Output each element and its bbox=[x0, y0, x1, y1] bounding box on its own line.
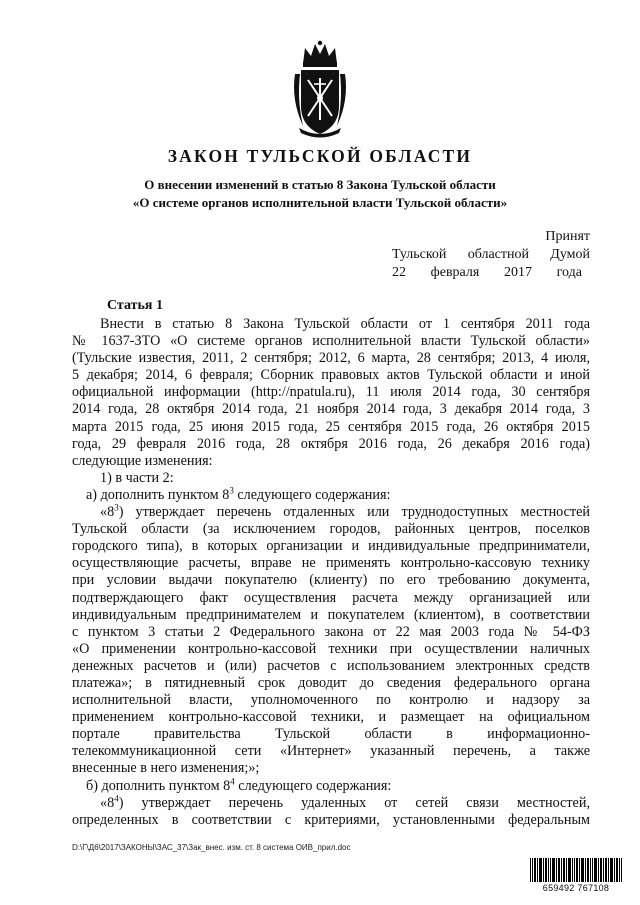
text-line: 5 декабря; 2014, 6 февраля; Сборник правовых актов Тульской области и иной bbox=[72, 367, 590, 384]
adoption-date-part: года bbox=[556, 265, 582, 280]
text-line: определенных в соответствии с критериями, установленными федеральным bbox=[72, 811, 590, 828]
adopted-label: Принят bbox=[545, 229, 590, 244]
text-line: телекоммуникационной сети «Интернет» указанный перечень, а также bbox=[72, 743, 590, 760]
text-fragment: следующего содержания: bbox=[233, 486, 391, 503]
adoption-date-part: февраля bbox=[430, 265, 480, 280]
text-line: марта 2015 года, 25 июня 2015 года, 25 сентября 2015 года, 26 октября 2015 bbox=[72, 418, 590, 435]
text-line: при условии выдачи покупателю (клиенту) по его требованию документа, bbox=[72, 572, 590, 589]
text-fragment: «8 bbox=[100, 794, 115, 811]
file-path-footer: D:\Г\Д6\2017\ЗАКОНЫ\ЗАС_37\Зак_внес. изм. ст. 8 система ОИВ_прил.doc bbox=[72, 843, 351, 852]
adopted-by-word: Думой bbox=[550, 247, 590, 262]
text-line: применением контрольно-кассовой техники, и размещает на официальном bbox=[72, 709, 590, 726]
subtitle-line: О внесении изменений в статью 8 Закона Тульской области bbox=[144, 177, 496, 192]
text-line bbox=[72, 504, 590, 521]
article-body bbox=[72, 316, 590, 829]
document-subtitle bbox=[60, 176, 580, 212]
text-line: внесенные в него изменения;»; bbox=[72, 760, 260, 777]
text-line: платежа»; в пятидневный срок доводит до сведения федерального органа bbox=[72, 674, 590, 691]
list-item bbox=[72, 778, 590, 795]
barcode-number: 659492 767108 bbox=[542, 883, 610, 893]
adoption-block bbox=[392, 228, 590, 282]
text-line: следующие изменения: bbox=[72, 452, 213, 469]
text-fragment: «8 bbox=[100, 504, 115, 521]
text-line: 2014 года, 28 октября 2014 года, 21 ноября 2014 года, 3 декабря 2014 года, 3 bbox=[72, 401, 590, 418]
text-line: городского типа), в которых организации и индивидуальные предприниматели, bbox=[72, 538, 590, 555]
text-line: портале правительства Тульской области в информационно- bbox=[72, 726, 590, 743]
text-fragment: следующего содержания: bbox=[234, 777, 392, 794]
subtitle-line: «О системе органов исполнительной власти Тульской области» bbox=[132, 195, 508, 210]
text-line: официальной информации (http://npatula.ru), 11 июля 2014 года, 30 сентября bbox=[72, 384, 590, 401]
text-line: Тульской области (за исключением городов, районных центров, поселков bbox=[72, 521, 590, 538]
text-fragment: ) утверждает перечень отдаленных или труднодоступных местностей bbox=[118, 504, 590, 521]
adoption-date-part: 22 bbox=[392, 265, 406, 280]
text-fragment: ) утверждает перечень удаленных от сетей связи местностей, bbox=[118, 794, 590, 811]
superscript: 3 bbox=[114, 504, 119, 513]
text-line: (Тульские известия, 2011, 2 сентября; 2012, 6 марта, 28 сентября; 2013, 4 июля, bbox=[72, 350, 590, 367]
text-line: «О применении контрольно-кассовой техники при осуществлении наличных bbox=[72, 640, 590, 657]
superscript: 4 bbox=[230, 777, 235, 786]
text-fragment: б) дополнить пунктом 8 bbox=[86, 777, 231, 794]
text-line: с пунктом 3 статьи 2 Федерального закона от 22 мая 2003 года № 54-ФЗ bbox=[72, 623, 590, 640]
barcode-icon bbox=[530, 858, 622, 882]
superscript: 4 bbox=[114, 794, 119, 803]
text-line: № 1637-ЗТО «О системе органов исполнительной власти Тульской области» bbox=[72, 333, 590, 350]
superscript: 3 bbox=[229, 486, 234, 496]
adoption-date-part: 2017 bbox=[503, 265, 532, 280]
text-line: индивидуальным предпринимателем и покупателем (клиентом), в соответствии bbox=[72, 606, 590, 623]
text-line: года, 29 февраля 2016 года, 28 октября 2016 года, 26 декабря 2016 года) bbox=[72, 435, 590, 452]
text-line: подтверждающего факт осуществления расчета между организацией или bbox=[72, 589, 590, 606]
text-line: исполнительной власти, уполномоченного по контролю и надзору за bbox=[72, 692, 590, 709]
article-heading: Статья 1 bbox=[107, 298, 163, 313]
list-item: 1) в части 2: bbox=[100, 469, 174, 486]
text-line bbox=[72, 795, 590, 812]
adoption-date bbox=[392, 264, 590, 282]
text-fragment: а) дополнить пунктом 8 bbox=[86, 486, 230, 503]
adopted-by-word: Тульской bbox=[392, 247, 447, 262]
adopted-by bbox=[392, 246, 590, 264]
document-title: ЗАКОН ТУЛЬСКОЙ ОБЛАСТИ bbox=[167, 146, 473, 166]
text-line: денежных расчетов и (или) расчетов с использованием электронных средств bbox=[72, 657, 590, 674]
text-line: осуществляющие расчеты, вправе не применять контрольно-кассовую технику bbox=[72, 555, 590, 572]
list-item bbox=[72, 487, 590, 504]
text-line: Внести в статью 8 Закона Тульской области от 1 сентября 2011 года bbox=[100, 316, 590, 332]
adopted-by-word: областной bbox=[467, 247, 529, 262]
tula-coat-of-arms-icon bbox=[289, 40, 351, 140]
